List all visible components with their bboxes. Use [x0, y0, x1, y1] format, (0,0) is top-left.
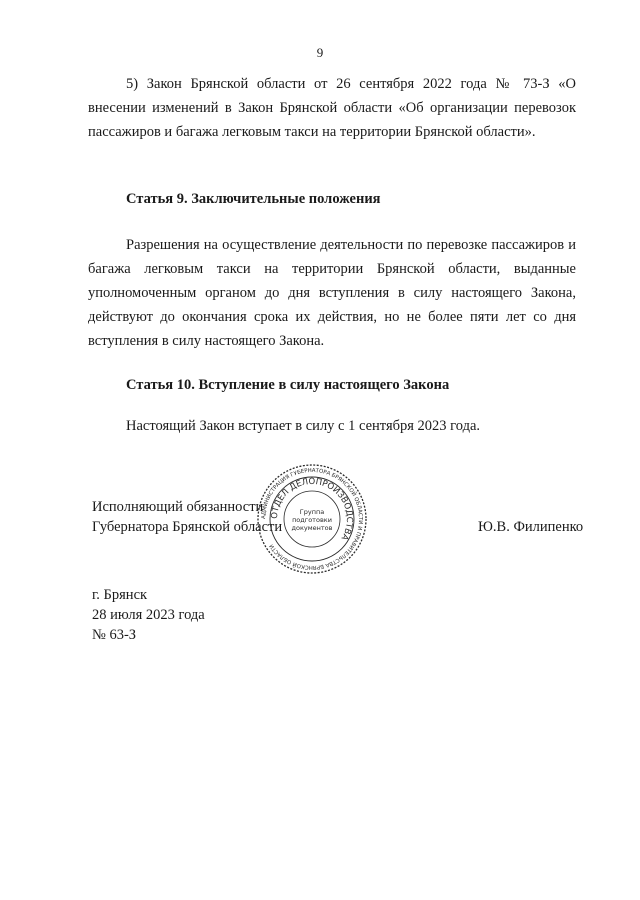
signature-position-line-1: Исполняющий обязанности [92, 499, 264, 515]
article-10-heading: Статья 10. Вступление в силу настоящего Закона [126, 377, 450, 393]
footer-law-number: № 63-З [92, 627, 137, 643]
signatory-name: Ю.В. Филипенко [478, 519, 584, 535]
article-9-text: Разрешения на осуществление деятельности по перевозке пассажиров и багажа легковым такси на территории Брянской области, выданные уполномоченным органом до дня вступления в силу настоящего Закона, действуют до окончания срока их действия, но не более пяти лет со дня вступления в силу настоящего Закона. [88, 237, 576, 349]
law-item-5: 5) Закон Брянской области от 26 сентября 2022 года № 73-З «О внесении изменений в Закон Брянской области «Об организации перевозок пассажиров и багажа легковым такси на территории Брянской области». [88, 76, 576, 140]
seal-center-line-2: подготовки [292, 516, 332, 524]
signature-position-line-2: Губернатора Брянской области [92, 519, 283, 535]
seal-center-line-3: документов [291, 524, 333, 532]
official-seal [256, 463, 368, 575]
footer-city: г. Брянск [92, 587, 148, 603]
seal-outer-text: АДМИНИСТРАЦИЯ ГУБЕРНАТОРА БРЯНСКОЙ ОБЛАСТИ И ПРАВИТЕЛЬСТВА БРЯНСКОЙ ОБЛАСТИ [260, 467, 364, 571]
seal-inner-text: ОТДЕЛ ДЕЛОПРОИЗВОДСТВА [269, 476, 355, 542]
footer-date: 28 июля 2023 года [92, 607, 205, 623]
page-number: 9 [316, 45, 324, 60]
article-10-text: Настоящий Закон вступает в силу с 1 сентября 2023 года. [126, 418, 481, 434]
article-9-heading: Статья 9. Заключительные положения [126, 191, 381, 207]
seal-center-line-1: Группа [299, 508, 325, 516]
